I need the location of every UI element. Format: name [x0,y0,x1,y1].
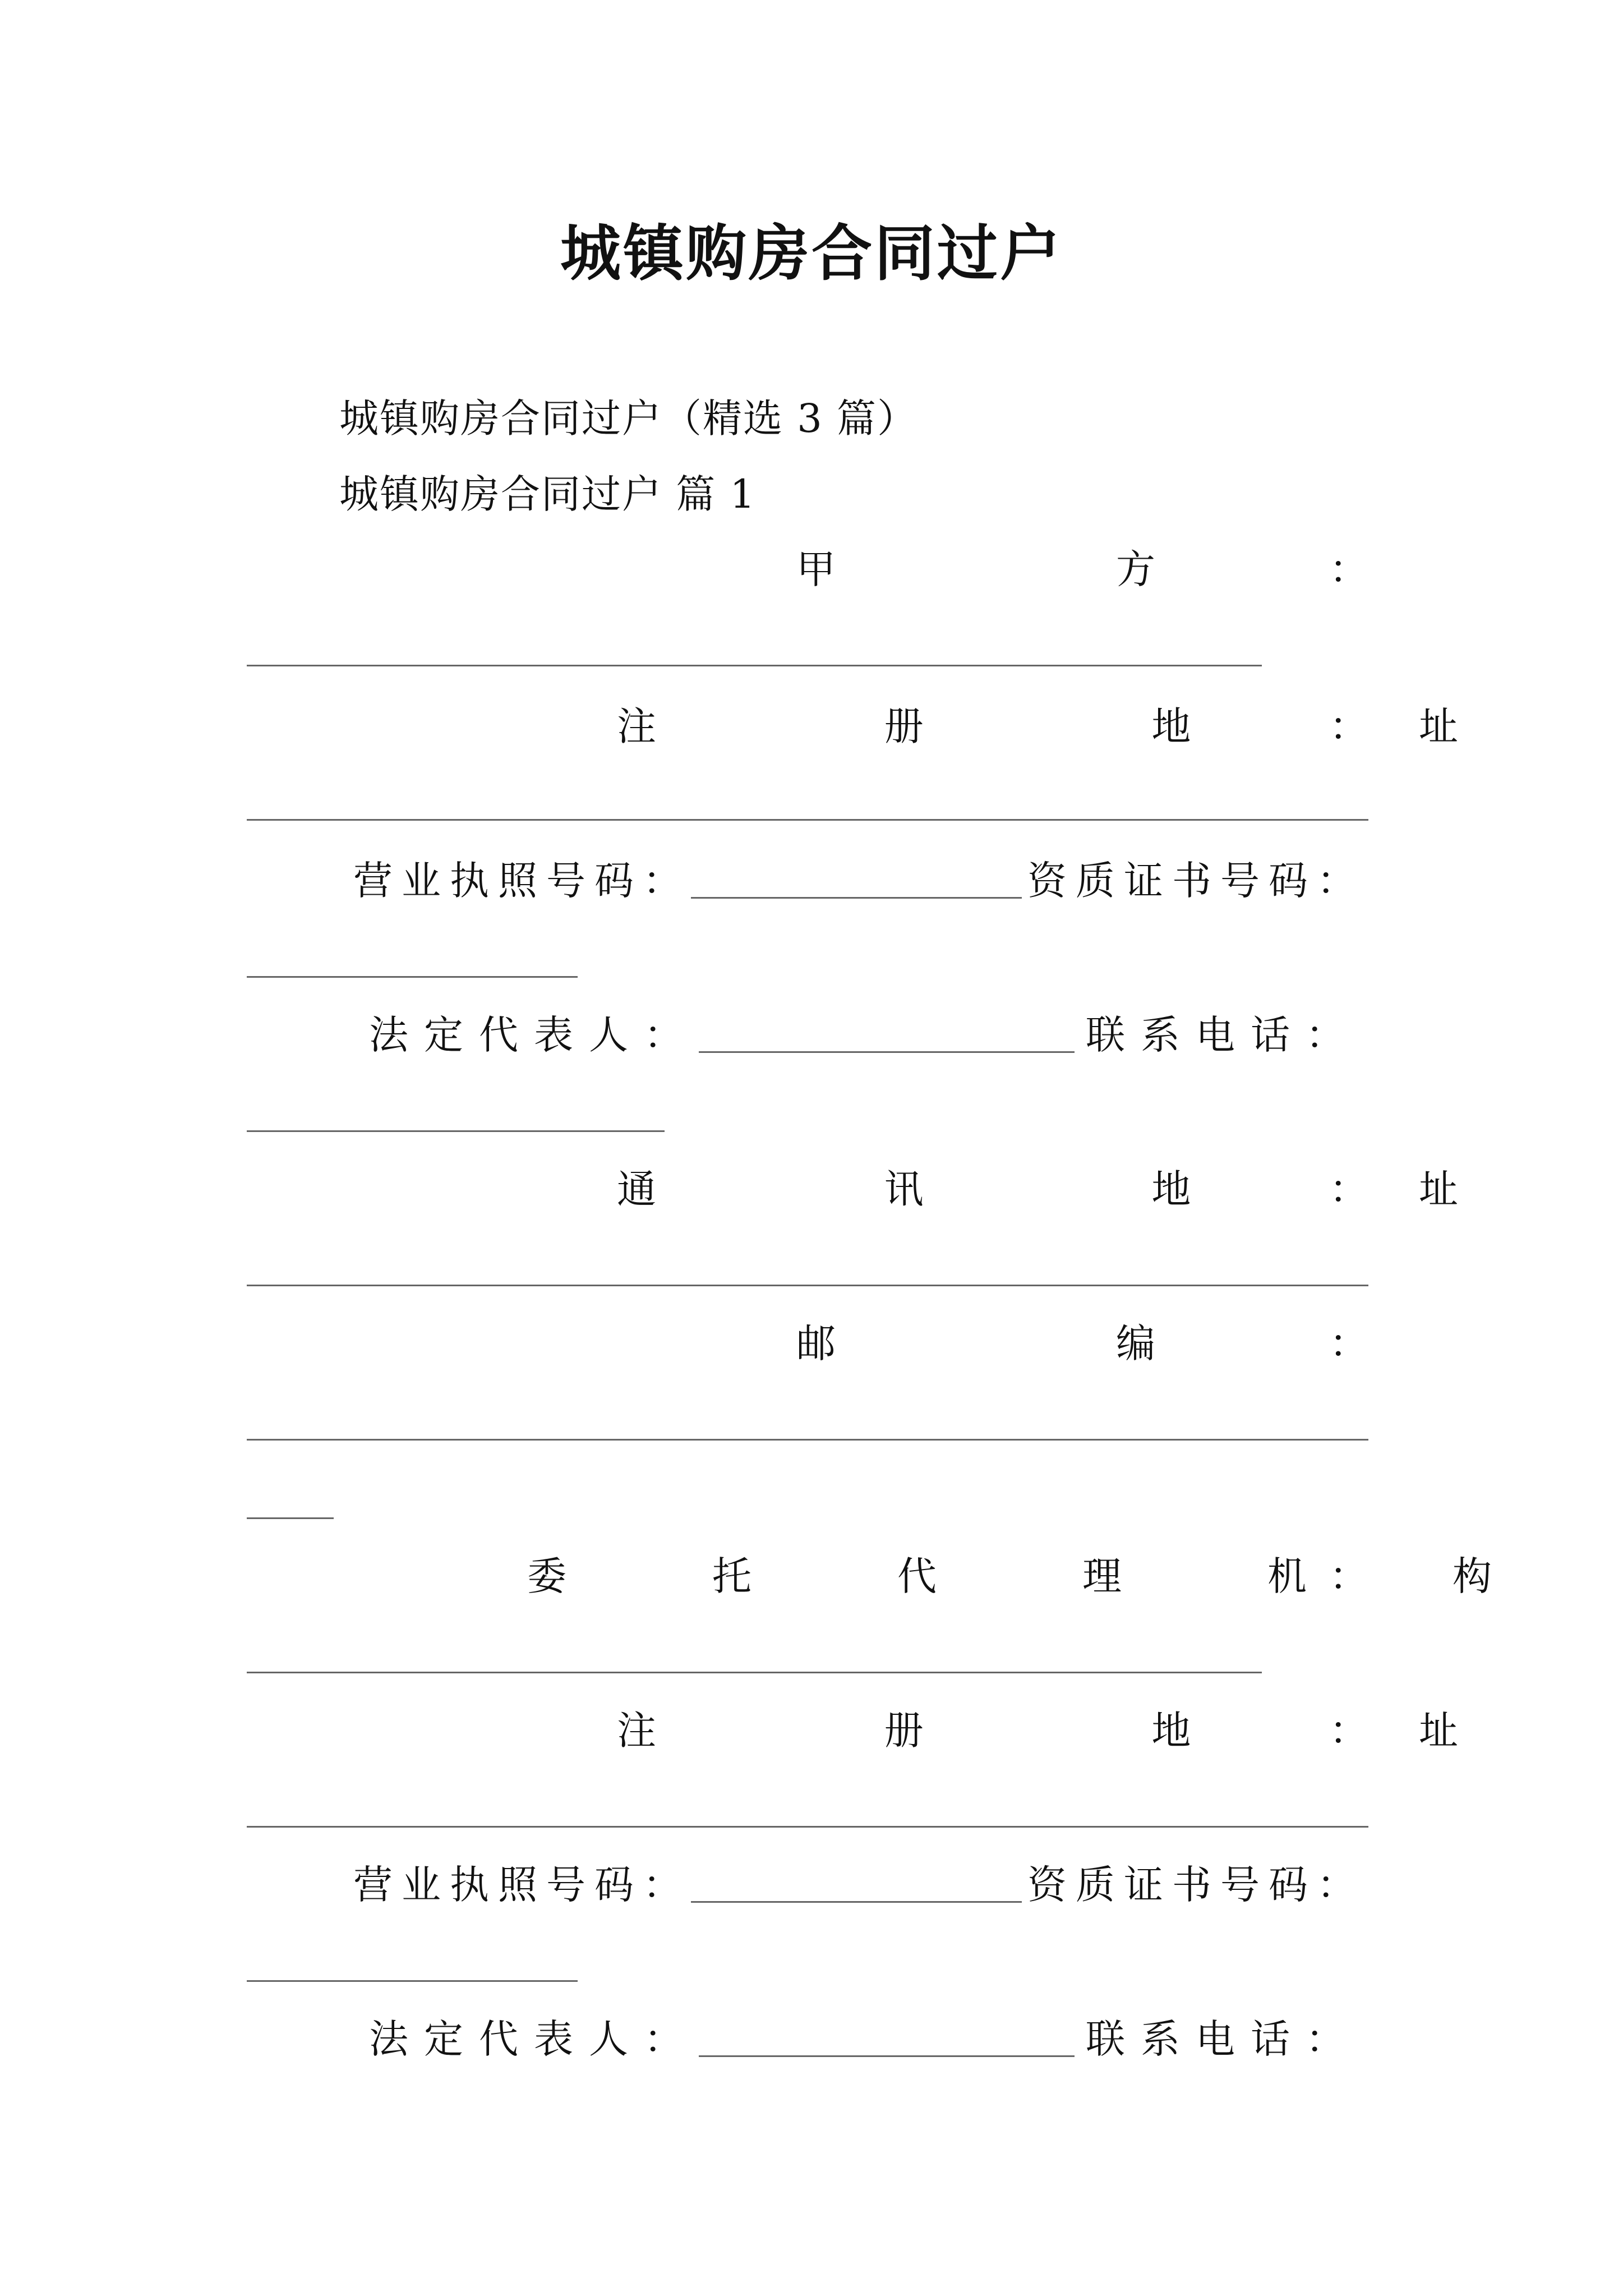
cert-label: 资质证书号码： [1027,1862,1365,1908]
label-char: 甲 [796,546,836,592]
label-char: 理 [1082,1553,1122,1599]
postcode-blank-cont[interactable] [247,1517,334,1519]
label-char: 注 [617,1708,656,1754]
label-char: 地 [1151,1166,1191,1212]
legal-rep-row [247,1007,1368,1063]
label-char: 委 [527,1553,566,1599]
mail-address-row [247,1161,1458,1217]
reg-address-blank[interactable] [247,819,1368,821]
colon: ： [1329,1166,1368,1212]
legal-rep-label: 法定代表人： [369,2016,699,2062]
agency-blank[interactable] [247,1672,1262,1673]
reg-address-row-2 [247,1703,1458,1759]
colon: ： [1329,546,1368,592]
agency-row [247,1548,1492,1604]
label-char: 册 [884,703,924,749]
legal-rep-blank[interactable] [699,2055,1075,2057]
license-label: 营业执照号码： [353,858,691,904]
postcode-row [247,1315,1368,1372]
colon: ： [1329,703,1368,749]
party-a-row [247,541,1368,597]
label-char: 构 [1453,1553,1492,1599]
license-blank[interactable] [691,897,1022,899]
label-char: 代 [897,1553,937,1599]
mail-address-blank[interactable] [247,1285,1368,1286]
cert-blank[interactable] [247,976,578,978]
intro-line-2: 城镇购房合同过户 篇 1 [339,471,757,517]
phone-blank[interactable] [247,1130,665,1132]
colon: ： [1329,1553,1368,1599]
label-char: 注 [617,703,656,749]
label-char: 讯 [884,1166,924,1212]
license-row [247,853,1368,909]
legal-rep-row-2 [247,2011,1368,2067]
license-label: 营业执照号码： [353,1862,691,1908]
license-row-2 [247,1857,1368,1913]
label-char: 通 [617,1166,656,1212]
legal-rep-label: 法定代表人： [369,1012,699,1058]
legal-rep-blank[interactable] [699,1051,1075,1053]
colon: ： [1329,1708,1368,1754]
label-char: 址 [1418,1708,1458,1754]
phone-label: 联系电话： [1086,1012,1361,1058]
party-a-blank[interactable] [247,665,1262,666]
reg-address-row [247,698,1458,754]
label-char: 托 [712,1553,751,1599]
colon: ： [1329,1320,1368,1366]
label-char: 机 [1267,1553,1307,1599]
license-blank[interactable] [691,1901,1022,1903]
label-char: 地 [1151,703,1191,749]
postcode-blank[interactable] [247,1439,1368,1441]
label-char: 址 [1418,703,1458,749]
label-char: 册 [884,1708,924,1754]
label-char: 方 [1116,546,1155,592]
label-char: 地 [1151,1708,1191,1754]
reg-address-blank-2[interactable] [247,1826,1368,1828]
document-title: 城镇购房合同过户 [560,218,1063,289]
cert-blank-2[interactable] [247,1980,578,1982]
label-char: 邮 [796,1320,836,1366]
cert-label: 资质证书号码： [1027,858,1365,904]
phone-label: 联系电话： [1086,2016,1361,2062]
label-char: 编 [1116,1320,1155,1366]
label-char: 址 [1418,1166,1458,1212]
intro-line-1: 城镇购房合同过户（精选 3 篇） [339,395,918,441]
